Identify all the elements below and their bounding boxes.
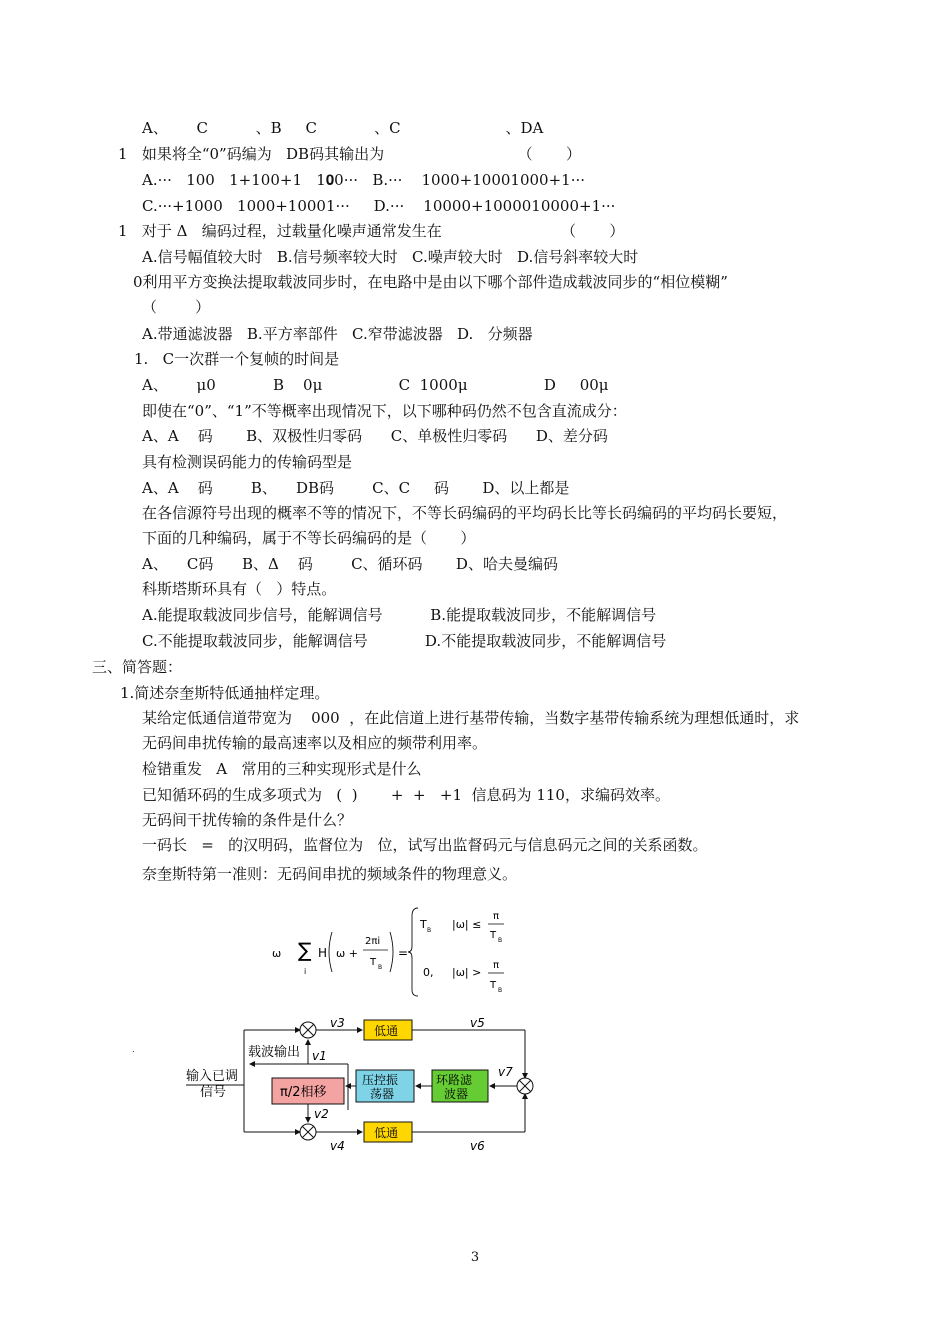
formula-case2-condition: |ω| > xyxy=(452,966,482,979)
question-line: 下面的几种编码，属于不等长码编码的是（ ） xyxy=(142,529,476,547)
question-line: 科斯塔斯环具有（ ）特点。 xyxy=(142,580,337,598)
formula-index: i xyxy=(304,967,307,976)
option-line: A.带通滤波器 B.平方率部件 C.窄带滤波器 D. 分频器 xyxy=(142,325,533,343)
input-label-line1: 输入已调 xyxy=(186,1069,239,1084)
question-line: 无码间干扰传输的条件是什么？ xyxy=(142,811,353,829)
option-line: A.··· 100 1+100+1 1𝟎0··· B.··· 1000+10001000+1··· xyxy=(142,171,586,189)
formula-case2-value: 0, xyxy=(423,966,434,979)
formula-pi: π xyxy=(493,911,500,922)
formula-t: T xyxy=(370,957,377,968)
option-line: A、A 码 B、双极性归零码 C、单极性归零码 D、差分码 xyxy=(142,427,608,445)
formula-equals: = xyxy=(398,946,409,960)
formula-omega: ω xyxy=(272,947,282,960)
question-line: 即使在“0”、“1”不等概率出现情况下，以下哪种码仍然不包含直流成分： xyxy=(142,402,627,420)
section-heading: 三、简答题： xyxy=(92,658,183,676)
signal-v4: v4 xyxy=(330,1139,345,1153)
formula-b: B xyxy=(498,987,503,994)
option-line: A、 C 、B C 、C 、DA xyxy=(142,119,544,137)
loop-filter-label-2: 波器 xyxy=(444,1087,469,1101)
question-line: 在各信源符号出现的概率不等的情况下，不等长码编码的平均码长比等长码编码的平均码长要短， xyxy=(142,504,788,522)
diagram-dot: . xyxy=(132,1045,135,1054)
option-line: A.能提取载波同步信号，能解调信号 B.能提取载波同步，不能解调信号 xyxy=(142,606,657,624)
option-line: C.···+1000 1000+10001··· D.··· 10000+1000010000+1··· xyxy=(142,197,616,215)
question-line: 检错重发 A 常用的三种实现形式是什么 xyxy=(142,760,422,778)
signal-v7: v7 xyxy=(498,1065,513,1079)
signal-v2: v2 xyxy=(314,1107,329,1121)
question-line: 一码长 = 的汉明码，监督位为 位，试写出监督码元与信息码元之间的关系函数。 xyxy=(142,836,708,854)
lowpass-bottom-label: 低通 xyxy=(374,1126,399,1140)
option-line: A.信号幅值较大时 B.信号频率较大时 C.噪声较大时 D.信号斜率较大时 xyxy=(142,248,639,266)
formula-b: B xyxy=(498,937,503,944)
vco-label-1: 压控振 xyxy=(362,1073,399,1087)
formula-h: H xyxy=(318,946,328,960)
question-line: 具有检测误码能力的传输码型是 xyxy=(142,453,353,471)
formula-pi: π xyxy=(493,960,500,971)
formula-b: B xyxy=(427,927,432,934)
signal-v1: v1 xyxy=(312,1049,327,1063)
signal-v5: v5 xyxy=(470,1016,485,1030)
formula-t: T xyxy=(490,930,497,941)
carrier-output-label: 载波输出 xyxy=(248,1045,301,1060)
formula-omega-plus: ω + xyxy=(336,947,358,960)
formula-sigma: ∑ xyxy=(298,938,312,962)
phase-shifter-label: π/2相移 xyxy=(280,1085,327,1100)
formula-2pi-i: 2πi xyxy=(365,936,381,947)
question-line: 无码间串扰传输的最高速率以及相应的频带利用率。 xyxy=(142,734,488,752)
question-line: 奈奎斯特第一准则：无码间串扰的频域条件的物理意义。 xyxy=(142,865,518,883)
question-line: 0利用平方变换法提取载波同步时，在电路中是由以下哪个部件造成载波同步的“相位模糊” xyxy=(133,273,728,291)
signal-v6: v6 xyxy=(470,1139,485,1153)
question-line: 1.简述奈奎斯特低通抽样定理。 xyxy=(120,684,330,702)
nyquist-formula xyxy=(270,902,530,1002)
formula-case1-condition: |ω| ≤ xyxy=(452,918,482,931)
costas-loop-diagram xyxy=(130,1010,550,1160)
answer-bracket: （ ） xyxy=(142,298,211,316)
option-line: C.不能提取载波同步，能解调信号 D.不能提取载波同步，不能解调信号 xyxy=(142,632,667,650)
input-label-line2: 信号 xyxy=(200,1085,227,1100)
question-line: 1 对于 Δ 编码过程，过载量化噪声通常发生在 （ ） xyxy=(118,222,625,240)
option-line: A、 C码 B、Δ 码 C、循环码 D、哈夫曼编码 xyxy=(142,555,558,573)
option-line: A、A 码 B、 DB码 C、C 码 D、以上都是 xyxy=(142,479,570,497)
signal-v3: v3 xyxy=(330,1016,345,1030)
loop-filter-label-1: 环路滤 xyxy=(436,1073,473,1087)
question-line: 1. C一次群一个复帧的时间是 xyxy=(134,350,340,368)
question-line: 1 如果将全“0”码编为 DB码其输出为 （ ） xyxy=(118,145,581,163)
page-number: 3 xyxy=(470,1250,480,1265)
question-line: 已知循环码的生成多项式为 ( ) + + +1 信息码为 110，求编码效率。 xyxy=(142,786,670,804)
question-line: 某给定低通信道带宽为 000 ，在此信道上进行基带传输，当数字基带传输系统为理想低通时，求 xyxy=(142,709,800,727)
formula-case1-value: T xyxy=(420,918,427,931)
lowpass-top-label: 低通 xyxy=(374,1024,399,1038)
formula-t: T xyxy=(490,980,497,991)
formula-b: B xyxy=(378,964,383,971)
vco-label-2: 荡器 xyxy=(370,1087,395,1101)
option-line: A、 μ0 B 0μ C 1000μ D 00μ xyxy=(142,376,609,394)
